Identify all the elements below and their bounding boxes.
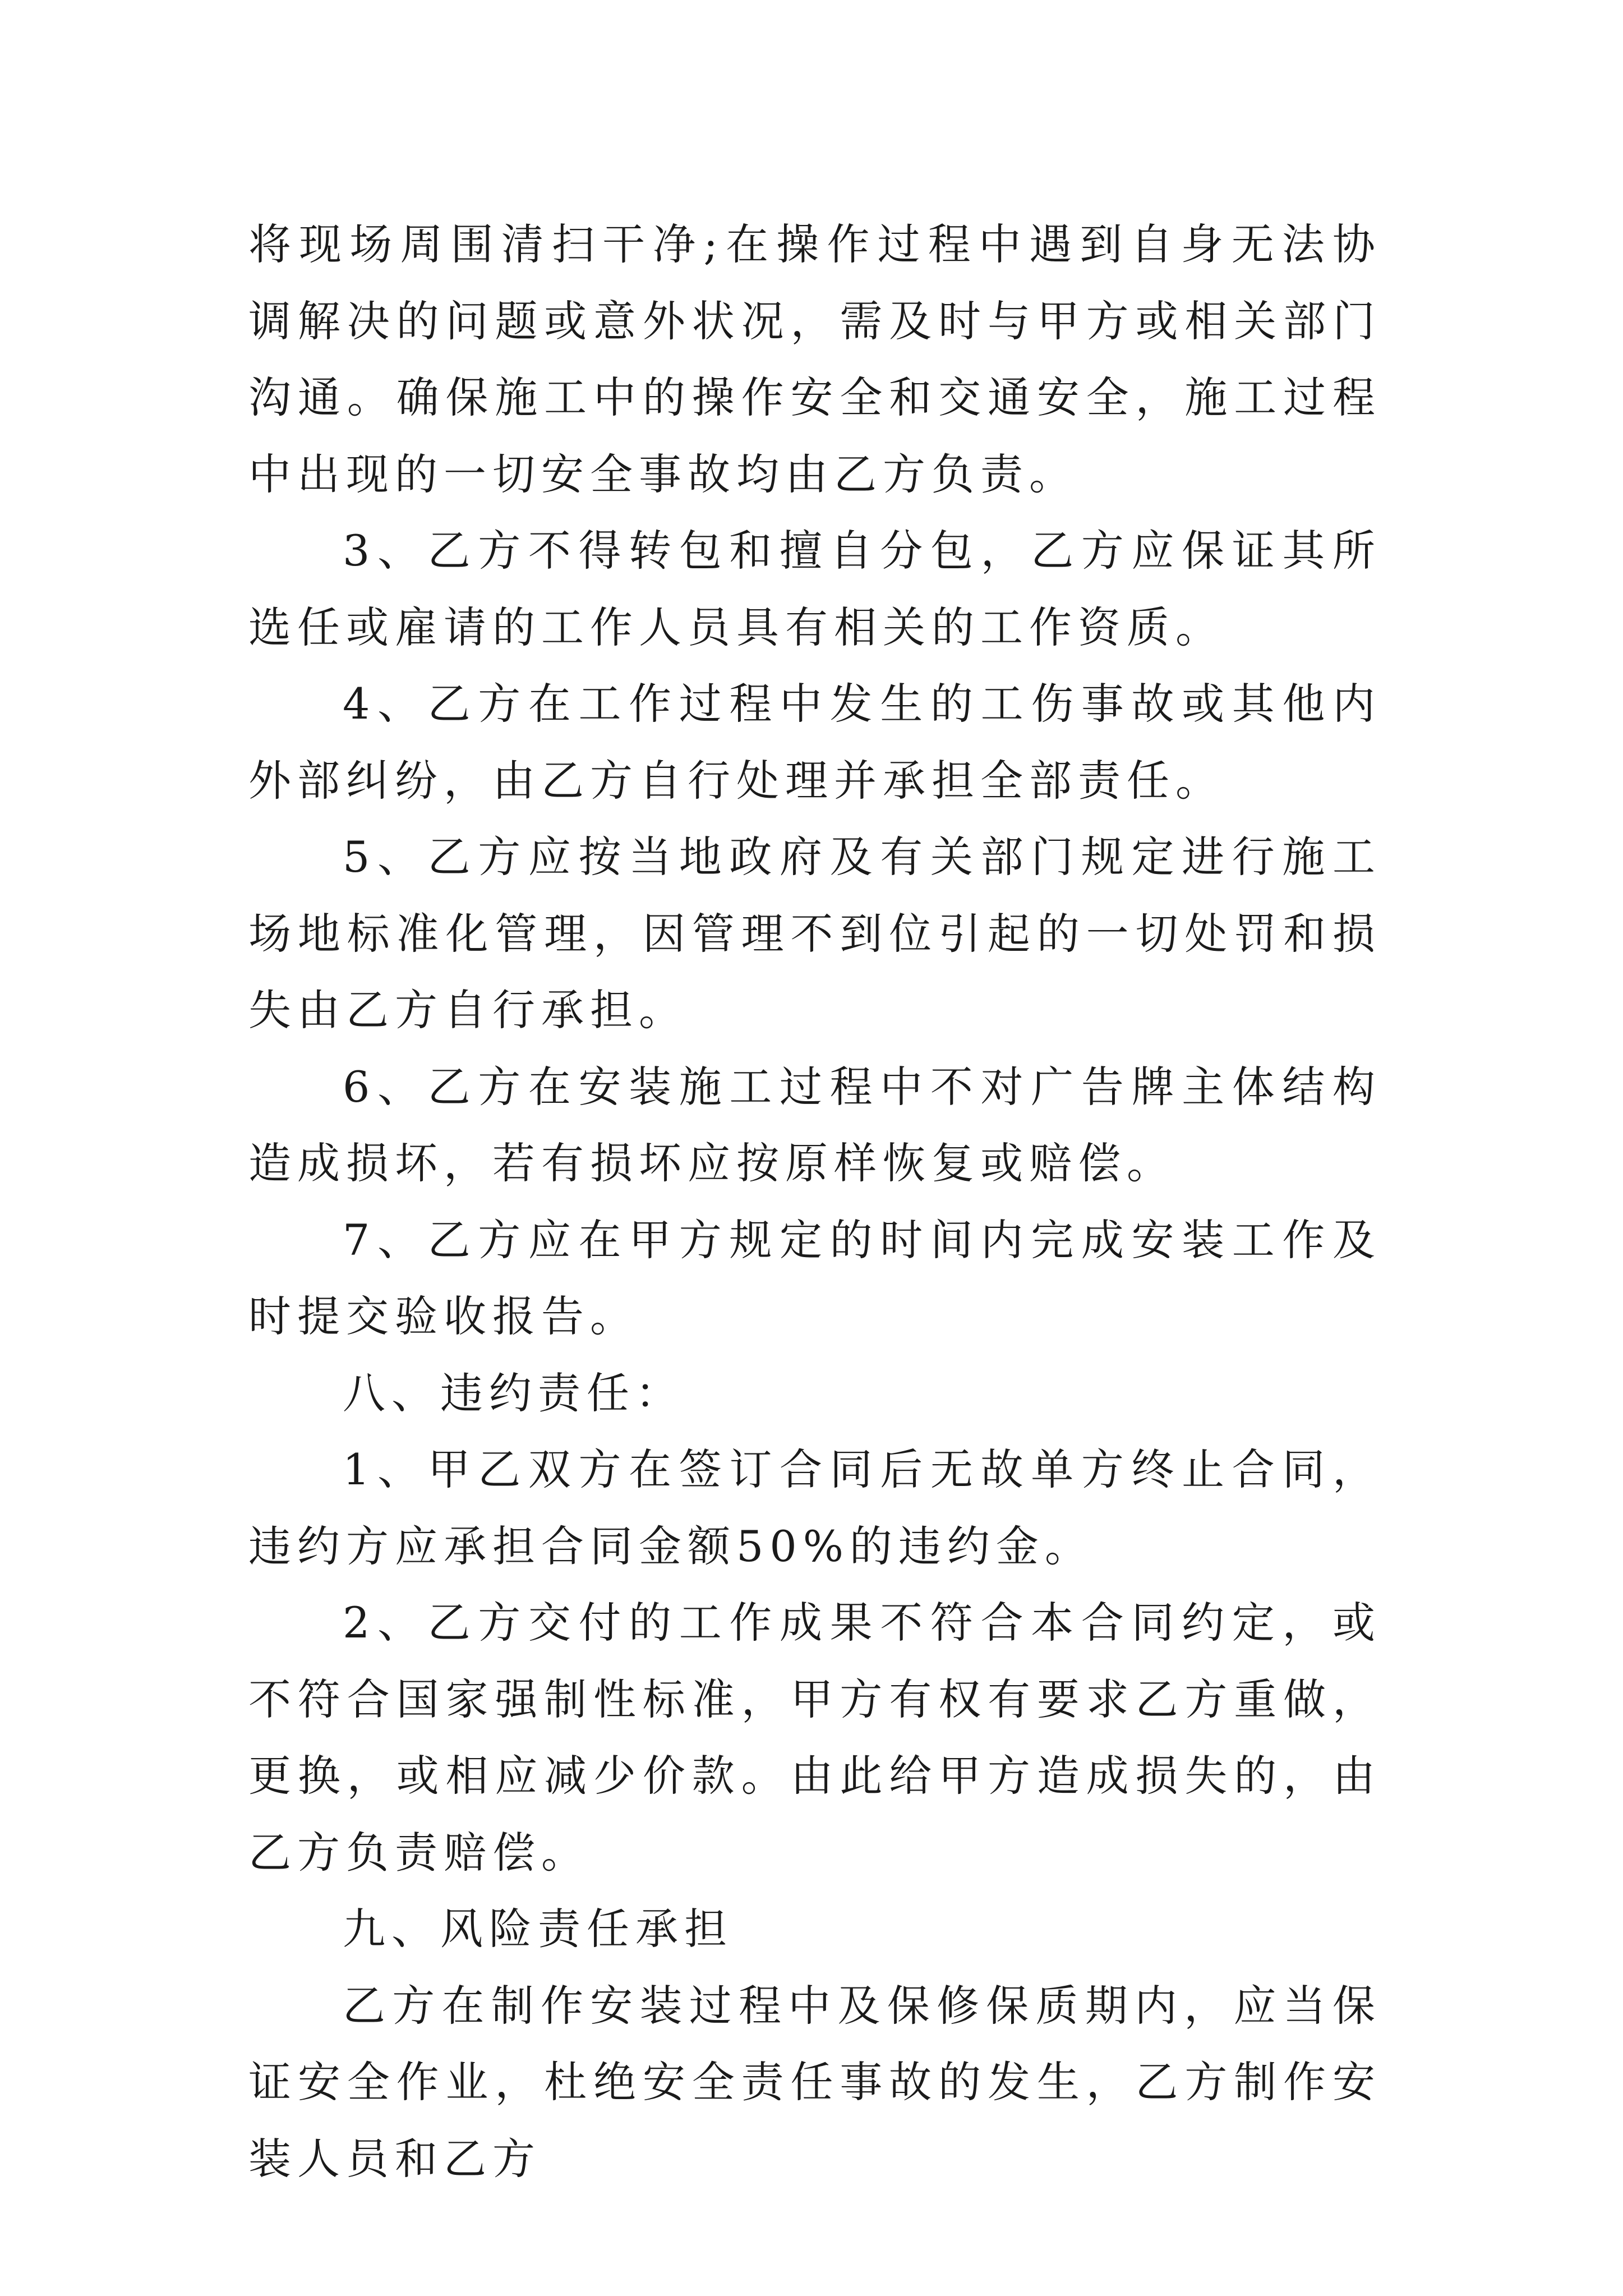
paragraph-risk-body: 乙方在制作安装过程中及保修保质期内，应当保证安全作业，杜绝安全责任事故的发生，乙方制作安装人员和乙方 [248,1980,1381,2184]
paragraph-breach-1: 1、甲乙双方在签订合同后无故单方终止合同，违约方应承担合同金额50%的违约金。 [248,1444,1381,1571]
document-body [248,206,1381,2197]
paragraph-clause-7: 7、乙方应在甲方规定的时间内完成安装工作及时提交验收报告。 [248,1214,1381,1341]
paragraph-clause-6: 6、乙方在安装施工过程中不对广告牌主体结构造成损坏，若有损坏应按原样恢复或赔偿。 [248,1061,1381,1188]
paragraph-clause-5: 5、乙方应按当地政府及有关部门规定进行施工场地标准化管理，因管理不到位引起的一切处罚和损失由乙方自行承担。 [248,832,1381,1035]
section-heading-risk-liability: 九、风险责任承担 [343,1904,733,1954]
paragraph-clause-4: 4、乙方在工作过程中发生的工伤事故或其他内外部纠纷，由乙方自行处理并承担全部责任。 [248,679,1381,806]
paragraph-continuation: 将现场周围清扫干净;在操作过程中遇到自身无法协调解决的问题或意外状况，需及时与甲方或相关部门沟通。确保施工中的操作安全和交通安全，施工过程中出现的一切安全事故均由乙方负责。 [248,219,1381,499]
paragraph-breach-2: 2、乙方交付的工作成果不符合本合同约定，或不符合国家强制性标准，甲方有权有要求乙方重做，更换，或相应减少价款。由此给甲方造成损失的，由乙方负责赔偿。 [248,1598,1381,1878]
paragraph-clause-3: 3、乙方不得转包和擅自分包，乙方应保证其所选任或雇请的工作人员具有相关的工作资质。 [248,526,1381,652]
section-heading-breach-liability: 八、违约责任： [343,1368,684,1418]
